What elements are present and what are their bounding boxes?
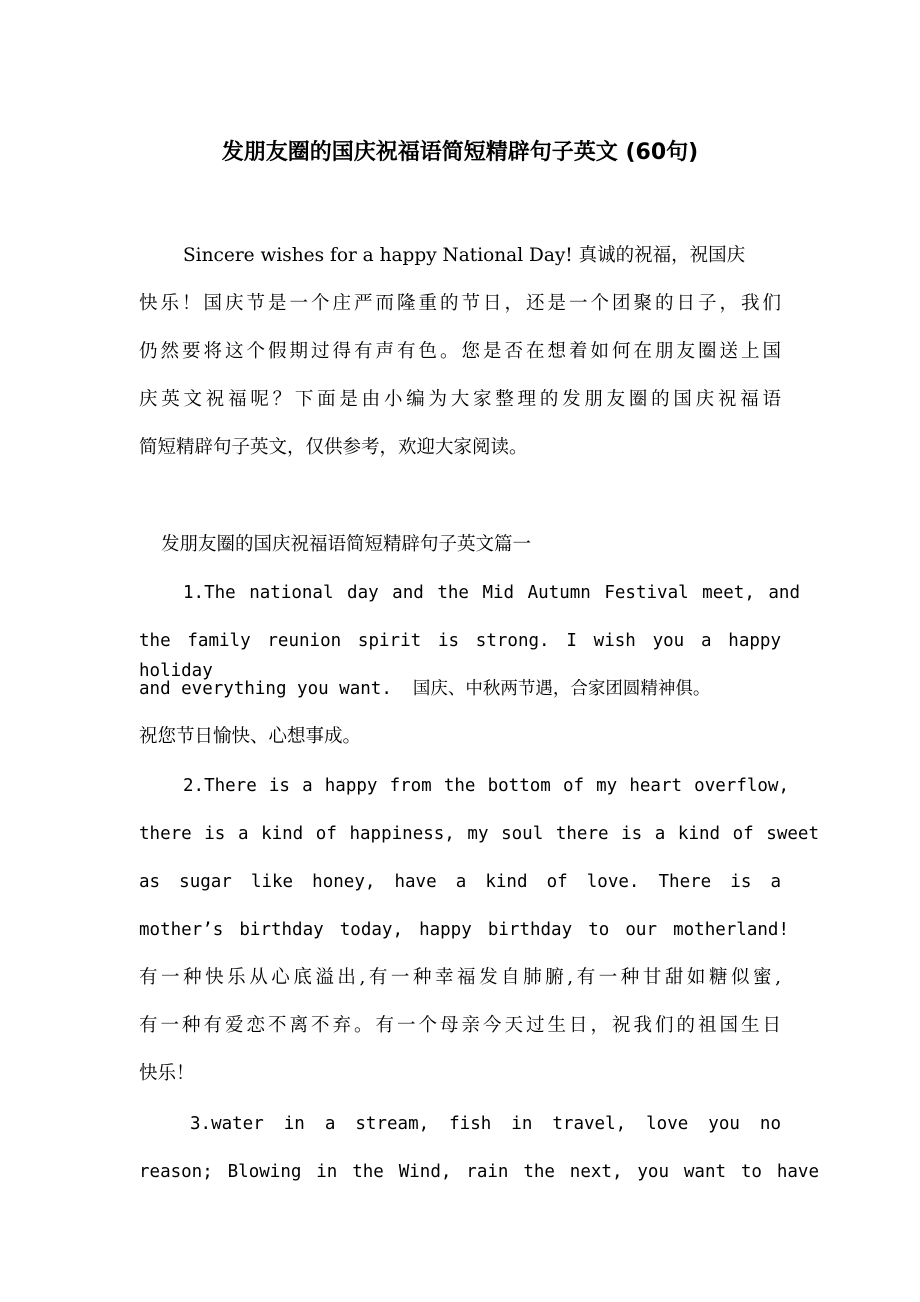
intro-line-2: 快乐！国庆节是一个庄严而隆重的节日，还是一个团聚的日子，我们 [139,293,781,314]
item-3-line-2: reason; Blowing in the Wind, rain the next, you want to have [139,1162,819,1182]
item-2-line-3: as sugar like honey, have a kind of love. There is a [139,872,781,892]
item-3-line-1: 3.water in a stream, fish in travel, love you no [190,1114,781,1134]
document-title: 发朋友圈的国庆祝福语简短精辟句子英文 (60句) [221,140,699,165]
item-2-line-6: 有一种有爱恋不离不弃。有一个母亲今天过生日，祝我们的祖国生日 [139,1015,781,1036]
section-heading: 发朋友圈的国庆祝福语简短精辟句子英文篇一 [161,534,532,555]
item-1-line-4: 祝您节日愉快、心想事成。 [139,726,362,747]
item-2-line-7: 快乐！ [139,1063,195,1084]
item-1-line-2: the family reunion spirit is strong. I wish you a happy holiday [139,631,781,681]
intro-line-4: 庆英文祝福呢？下面是由小编为大家整理的发朋友圈的国庆祝福语 [139,389,781,410]
item-2-line-5: 有一种快乐从心底溢出,有一种幸福发自肺腑,有一种甘甜如糖似蜜, [139,967,781,988]
intro-line-5: 简短精辟句子英文，仅供参考，欢迎大家阅读。 [139,437,528,458]
item-2-line-2: there is a kind of happiness, my soul there is a kind of sweet [139,824,819,844]
intro-line-1: Sincere wishes for a happy National Day! 真诚的祝福，祝国庆 [183,245,746,266]
item-2-line-4: mother’s birthday today, happy birthday to our motherland! [139,920,789,940]
intro-line-3: 仍然要将这个假期过得有声有色。您是否在想着如何在朋友圈送上国 [139,341,781,362]
item-1-line-3: and everything you want. 国庆、中秋两节遇，合家团圆精神俱。 [139,679,711,699]
item-1-line-1: 1.The national day and the Mid Autumn Festival meet, and [183,583,800,603]
item-2-line-1: 2.There is a happy from the bottom of my heart overflow, [183,776,789,796]
